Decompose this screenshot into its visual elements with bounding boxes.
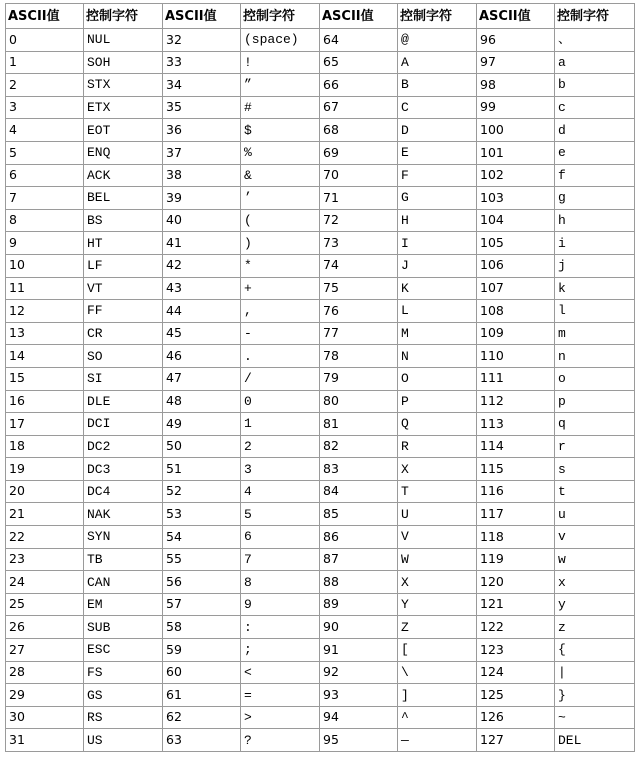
ascii-value-cell: 121 <box>477 593 555 616</box>
control-char-cell: a <box>555 51 635 74</box>
table-row <box>6 706 635 729</box>
control-char-cell: 5 <box>241 503 320 526</box>
ascii-value-cell: 34 <box>163 74 241 97</box>
control-char-cell: ” <box>241 74 320 97</box>
ascii-value-cell: 54 <box>163 526 241 549</box>
ascii-value-cell: 117 <box>477 503 555 526</box>
ascii-value-cell: 21 <box>6 503 84 526</box>
ascii-value-cell: 116 <box>477 480 555 503</box>
ascii-value-cell: 46 <box>163 345 241 368</box>
ascii-value-cell: 97 <box>477 51 555 74</box>
control-char-cell: ( <box>241 209 320 232</box>
column-header-control-char: 控制字符 <box>84 4 163 29</box>
ascii-value-cell: 53 <box>163 503 241 526</box>
control-char-cell: V <box>398 526 477 549</box>
ascii-value-cell: 36 <box>163 119 241 142</box>
ascii-value-cell: 78 <box>320 345 398 368</box>
control-char-cell: r <box>555 435 635 458</box>
ascii-value-cell: 106 <box>477 254 555 277</box>
ascii-value-cell: 6 <box>6 164 84 187</box>
control-char-cell: f <box>555 164 635 187</box>
control-char-cell: LF <box>84 254 163 277</box>
table-row <box>6 503 635 526</box>
ascii-value-cell: 105 <box>477 232 555 255</box>
ascii-value-cell: 61 <box>163 684 241 707</box>
ascii-value-cell: 125 <box>477 684 555 707</box>
column-header-control-char: 控制字符 <box>555 4 635 29</box>
ascii-value-cell: 92 <box>320 661 398 684</box>
ascii-value-cell: 27 <box>6 639 84 662</box>
control-char-cell: 3 <box>241 458 320 481</box>
control-char-cell: z <box>555 616 635 639</box>
control-char-cell: 9 <box>241 593 320 616</box>
ascii-value-cell: 69 <box>320 141 398 164</box>
ascii-value-cell: 63 <box>163 729 241 752</box>
control-char-cell: ; <box>241 639 320 662</box>
control-char-cell: g <box>555 187 635 210</box>
ascii-value-cell: 45 <box>163 322 241 345</box>
ascii-value-cell: 77 <box>320 322 398 345</box>
control-char-cell: Q <box>398 413 477 436</box>
ascii-value-cell: 13 <box>6 322 84 345</box>
table-row <box>6 209 635 232</box>
ascii-value-cell: 76 <box>320 300 398 323</box>
column-header-control-char: 控制字符 <box>241 4 320 29</box>
control-char-cell: c <box>555 96 635 119</box>
table-row <box>6 254 635 277</box>
table-row <box>6 458 635 481</box>
ascii-value-cell: 124 <box>477 661 555 684</box>
ascii-value-cell: 55 <box>163 548 241 571</box>
control-char-cell: ] <box>398 684 477 707</box>
control-char-cell: | <box>555 661 635 684</box>
control-char-cell: NUL <box>84 29 163 52</box>
ascii-value-cell: 29 <box>6 684 84 707</box>
control-char-cell: u <box>555 503 635 526</box>
ascii-value-cell: 15 <box>6 367 84 390</box>
control-char-cell: US <box>84 729 163 752</box>
control-char-cell: x <box>555 571 635 594</box>
control-char-cell: RS <box>84 706 163 729</box>
ascii-value-cell: 32 <box>163 29 241 52</box>
ascii-value-cell: 33 <box>163 51 241 74</box>
control-char-cell: DC4 <box>84 480 163 503</box>
control-char-cell: i <box>555 232 635 255</box>
column-header-control-char: 控制字符 <box>398 4 477 29</box>
table-row <box>6 593 635 616</box>
control-char-cell: # <box>241 96 320 119</box>
column-header-ascii-value: ASCII值 <box>6 4 84 29</box>
ascii-value-cell: 2 <box>6 74 84 97</box>
control-char-cell: EM <box>84 593 163 616</box>
ascii-value-cell: 38 <box>163 164 241 187</box>
control-char-cell: l <box>555 300 635 323</box>
ascii-value-cell: 113 <box>477 413 555 436</box>
ascii-value-cell: 14 <box>6 345 84 368</box>
control-char-cell: d <box>555 119 635 142</box>
table-row <box>6 74 635 97</box>
ascii-value-cell: 1 <box>6 51 84 74</box>
control-char-cell: HT <box>84 232 163 255</box>
ascii-value-cell: 44 <box>163 300 241 323</box>
ascii-value-cell: 22 <box>6 526 84 549</box>
column-header-ascii-value: ASCII值 <box>477 4 555 29</box>
table-row <box>6 345 635 368</box>
control-char-cell: { <box>555 639 635 662</box>
control-char-cell: = <box>241 684 320 707</box>
control-char-cell: , <box>241 300 320 323</box>
table-row <box>6 616 635 639</box>
ascii-value-cell: 39 <box>163 187 241 210</box>
control-char-cell: * <box>241 254 320 277</box>
control-char-cell: ~ <box>555 706 635 729</box>
ascii-value-cell: 4 <box>6 119 84 142</box>
ascii-value-cell: 65 <box>320 51 398 74</box>
ascii-value-cell: 87 <box>320 548 398 571</box>
control-char-cell: H <box>398 209 477 232</box>
ascii-value-cell: 41 <box>163 232 241 255</box>
control-char-cell: ETX <box>84 96 163 119</box>
control-char-cell: D <box>398 119 477 142</box>
control-char-cell: X <box>398 458 477 481</box>
ascii-value-cell: 110 <box>477 345 555 368</box>
control-char-cell: DLE <box>84 390 163 413</box>
ascii-value-cell: 72 <box>320 209 398 232</box>
control-char-cell: 1 <box>241 413 320 436</box>
control-char-cell: 4 <box>241 480 320 503</box>
ascii-value-cell: 120 <box>477 571 555 594</box>
table-row <box>6 300 635 323</box>
ascii-value-cell: 122 <box>477 616 555 639</box>
ascii-value-cell: 101 <box>477 141 555 164</box>
control-char-cell: SOH <box>84 51 163 74</box>
control-char-cell: W <box>398 548 477 571</box>
control-char-cell: ? <box>241 729 320 752</box>
control-char-cell: b <box>555 74 635 97</box>
table-row <box>6 480 635 503</box>
table-row <box>6 322 635 345</box>
control-char-cell: : <box>241 616 320 639</box>
ascii-value-cell: 18 <box>6 435 84 458</box>
ascii-value-cell: 123 <box>477 639 555 662</box>
ascii-value-cell: 7 <box>6 187 84 210</box>
control-char-cell: t <box>555 480 635 503</box>
ascii-value-cell: 75 <box>320 277 398 300</box>
table-row <box>6 435 635 458</box>
ascii-value-cell: 114 <box>477 435 555 458</box>
ascii-value-cell: 68 <box>320 119 398 142</box>
ascii-value-cell: 57 <box>163 593 241 616</box>
ascii-value-cell: 23 <box>6 548 84 571</box>
control-char-cell: P <box>398 390 477 413</box>
control-char-cell: - <box>241 322 320 345</box>
control-char-cell: STX <box>84 74 163 97</box>
control-char-cell: L <box>398 300 477 323</box>
ascii-value-cell: 0 <box>6 29 84 52</box>
control-char-cell: y <box>555 593 635 616</box>
control-char-cell: N <box>398 345 477 368</box>
ascii-value-cell: 16 <box>6 390 84 413</box>
ascii-value-cell: 96 <box>477 29 555 52</box>
ascii-value-cell: 28 <box>6 661 84 684</box>
ascii-value-cell: 62 <box>163 706 241 729</box>
control-char-cell: Y <box>398 593 477 616</box>
ascii-value-cell: 93 <box>320 684 398 707</box>
ascii-value-cell: 127 <box>477 729 555 752</box>
column-header-ascii-value: ASCII值 <box>163 4 241 29</box>
control-char-cell: w <box>555 548 635 571</box>
control-char-cell: DC3 <box>84 458 163 481</box>
control-char-cell: — <box>398 729 477 752</box>
ascii-value-cell: 81 <box>320 413 398 436</box>
table-row <box>6 526 635 549</box>
ascii-value-cell: 10 <box>6 254 84 277</box>
ascii-value-cell: 89 <box>320 593 398 616</box>
ascii-value-cell: 112 <box>477 390 555 413</box>
ascii-value-cell: 19 <box>6 458 84 481</box>
ascii-value-cell: 49 <box>163 413 241 436</box>
control-char-cell: NAK <box>84 503 163 526</box>
control-char-cell: < <box>241 661 320 684</box>
table-row <box>6 187 635 210</box>
ascii-value-cell: 74 <box>320 254 398 277</box>
control-char-cell: EOT <box>84 119 163 142</box>
control-char-cell: ^ <box>398 706 477 729</box>
control-char-cell: e <box>555 141 635 164</box>
ascii-value-cell: 102 <box>477 164 555 187</box>
ascii-value-cell: 84 <box>320 480 398 503</box>
control-char-cell: FF <box>84 300 163 323</box>
table-row <box>6 164 635 187</box>
ascii-value-cell: 31 <box>6 729 84 752</box>
ascii-value-cell: 25 <box>6 593 84 616</box>
ascii-value-cell: 91 <box>320 639 398 662</box>
ascii-value-cell: 98 <box>477 74 555 97</box>
ascii-value-cell: 35 <box>163 96 241 119</box>
control-char-cell: DEL <box>555 729 635 752</box>
control-char-cell: . <box>241 345 320 368</box>
control-char-cell: SUB <box>84 616 163 639</box>
control-char-cell: (space) <box>241 29 320 52</box>
control-char-cell: s <box>555 458 635 481</box>
ascii-value-cell: 83 <box>320 458 398 481</box>
ascii-value-cell: 100 <box>477 119 555 142</box>
control-char-cell: F <box>398 164 477 187</box>
control-char-cell: o <box>555 367 635 390</box>
control-char-cell: M <box>398 322 477 345</box>
ascii-value-cell: 71 <box>320 187 398 210</box>
ascii-value-cell: 3 <box>6 96 84 119</box>
control-char-cell: E <box>398 141 477 164</box>
control-char-cell: $ <box>241 119 320 142</box>
control-char-cell: 0 <box>241 390 320 413</box>
table-row <box>6 367 635 390</box>
control-char-cell: DCI <box>84 413 163 436</box>
ascii-value-cell: 8 <box>6 209 84 232</box>
control-char-cell: k <box>555 277 635 300</box>
control-char-cell: ’ <box>241 187 320 210</box>
ascii-value-cell: 67 <box>320 96 398 119</box>
ascii-value-cell: 118 <box>477 526 555 549</box>
table-row <box>6 141 635 164</box>
table-row <box>6 29 635 52</box>
control-char-cell: I <box>398 232 477 255</box>
ascii-value-cell: 26 <box>6 616 84 639</box>
control-char-cell: CAN <box>84 571 163 594</box>
table-row <box>6 232 635 255</box>
column-header-ascii-value: ASCII值 <box>320 4 398 29</box>
control-char-cell: \ <box>398 661 477 684</box>
ascii-value-cell: 48 <box>163 390 241 413</box>
ascii-value-cell: 58 <box>163 616 241 639</box>
ascii-value-cell: 30 <box>6 706 84 729</box>
control-char-cell: ) <box>241 232 320 255</box>
ascii-value-cell: 107 <box>477 277 555 300</box>
control-char-cell: B <box>398 74 477 97</box>
ascii-value-cell: 95 <box>320 729 398 752</box>
ascii-value-cell: 115 <box>477 458 555 481</box>
control-char-cell: ENQ <box>84 141 163 164</box>
table-row <box>6 571 635 594</box>
ascii-value-cell: 50 <box>163 435 241 458</box>
control-char-cell: ! <box>241 51 320 74</box>
control-char-cell: C <box>398 96 477 119</box>
control-char-cell: U <box>398 503 477 526</box>
control-char-cell: SI <box>84 367 163 390</box>
ascii-value-cell: 94 <box>320 706 398 729</box>
control-char-cell: CR <box>84 322 163 345</box>
control-char-cell: G <box>398 187 477 210</box>
control-char-cell: A <box>398 51 477 74</box>
ascii-value-cell: 66 <box>320 74 398 97</box>
ascii-value-cell: 12 <box>6 300 84 323</box>
ascii-value-cell: 24 <box>6 571 84 594</box>
control-char-cell: n <box>555 345 635 368</box>
control-char-cell: O <box>398 367 477 390</box>
ascii-value-cell: 99 <box>477 96 555 119</box>
ascii-value-cell: 5 <box>6 141 84 164</box>
ascii-value-cell: 60 <box>163 661 241 684</box>
table-row <box>6 51 635 74</box>
control-char-cell: p <box>555 390 635 413</box>
ascii-value-cell: 40 <box>163 209 241 232</box>
table-row <box>6 413 635 436</box>
control-char-cell: h <box>555 209 635 232</box>
ascii-value-cell: 126 <box>477 706 555 729</box>
ascii-value-cell: 56 <box>163 571 241 594</box>
control-char-cell: % <box>241 141 320 164</box>
ascii-value-cell: 43 <box>163 277 241 300</box>
ascii-value-cell: 70 <box>320 164 398 187</box>
ascii-table-container <box>5 3 635 752</box>
ascii-value-cell: 80 <box>320 390 398 413</box>
control-char-cell: 8 <box>241 571 320 594</box>
table-row <box>6 729 635 752</box>
ascii-value-cell: 88 <box>320 571 398 594</box>
ascii-value-cell: 42 <box>163 254 241 277</box>
table-row <box>6 639 635 662</box>
control-char-cell: @ <box>398 29 477 52</box>
table-row <box>6 277 635 300</box>
control-char-cell: + <box>241 277 320 300</box>
control-char-cell: VT <box>84 277 163 300</box>
control-char-cell: m <box>555 322 635 345</box>
ascii-value-cell: 47 <box>163 367 241 390</box>
ascii-value-cell: 20 <box>6 480 84 503</box>
control-char-cell: TB <box>84 548 163 571</box>
control-char-cell: & <box>241 164 320 187</box>
ascii-value-cell: 17 <box>6 413 84 436</box>
control-char-cell: K <box>398 277 477 300</box>
control-char-cell: BEL <box>84 187 163 210</box>
control-char-cell: } <box>555 684 635 707</box>
control-char-cell: DC2 <box>84 435 163 458</box>
ascii-value-cell: 82 <box>320 435 398 458</box>
control-char-cell: BS <box>84 209 163 232</box>
control-char-cell: SO <box>84 345 163 368</box>
control-char-cell: 6 <box>241 526 320 549</box>
control-char-cell: T <box>398 480 477 503</box>
ascii-value-cell: 119 <box>477 548 555 571</box>
ascii-value-cell: 90 <box>320 616 398 639</box>
ascii-value-cell: 104 <box>477 209 555 232</box>
control-char-cell: j <box>555 254 635 277</box>
ascii-value-cell: 85 <box>320 503 398 526</box>
control-char-cell: / <box>241 367 320 390</box>
control-char-cell: ESC <box>84 639 163 662</box>
table-row <box>6 684 635 707</box>
ascii-value-cell: 79 <box>320 367 398 390</box>
control-char-cell: 、 <box>555 29 635 52</box>
control-char-cell: FS <box>84 661 163 684</box>
ascii-value-cell: 73 <box>320 232 398 255</box>
control-char-cell: > <box>241 706 320 729</box>
table-row <box>6 96 635 119</box>
control-char-cell: 2 <box>241 435 320 458</box>
table-row <box>6 548 635 571</box>
control-char-cell: X <box>398 571 477 594</box>
control-char-cell: SYN <box>84 526 163 549</box>
ascii-value-cell: 52 <box>163 480 241 503</box>
ascii-table <box>5 3 635 752</box>
table-row <box>6 119 635 142</box>
table-row <box>6 661 635 684</box>
control-char-cell: [ <box>398 639 477 662</box>
control-char-cell: R <box>398 435 477 458</box>
control-char-cell: v <box>555 526 635 549</box>
ascii-value-cell: 59 <box>163 639 241 662</box>
ascii-value-cell: 111 <box>477 367 555 390</box>
control-char-cell: GS <box>84 684 163 707</box>
control-char-cell: ACK <box>84 164 163 187</box>
ascii-value-cell: 9 <box>6 232 84 255</box>
control-char-cell: 7 <box>241 548 320 571</box>
table-header-row <box>6 4 635 29</box>
ascii-value-cell: 108 <box>477 300 555 323</box>
ascii-value-cell: 103 <box>477 187 555 210</box>
ascii-value-cell: 37 <box>163 141 241 164</box>
table-row <box>6 390 635 413</box>
ascii-value-cell: 11 <box>6 277 84 300</box>
ascii-value-cell: 109 <box>477 322 555 345</box>
control-char-cell: J <box>398 254 477 277</box>
control-char-cell: Z <box>398 616 477 639</box>
ascii-value-cell: 64 <box>320 29 398 52</box>
ascii-value-cell: 86 <box>320 526 398 549</box>
ascii-value-cell: 51 <box>163 458 241 481</box>
control-char-cell: q <box>555 413 635 436</box>
